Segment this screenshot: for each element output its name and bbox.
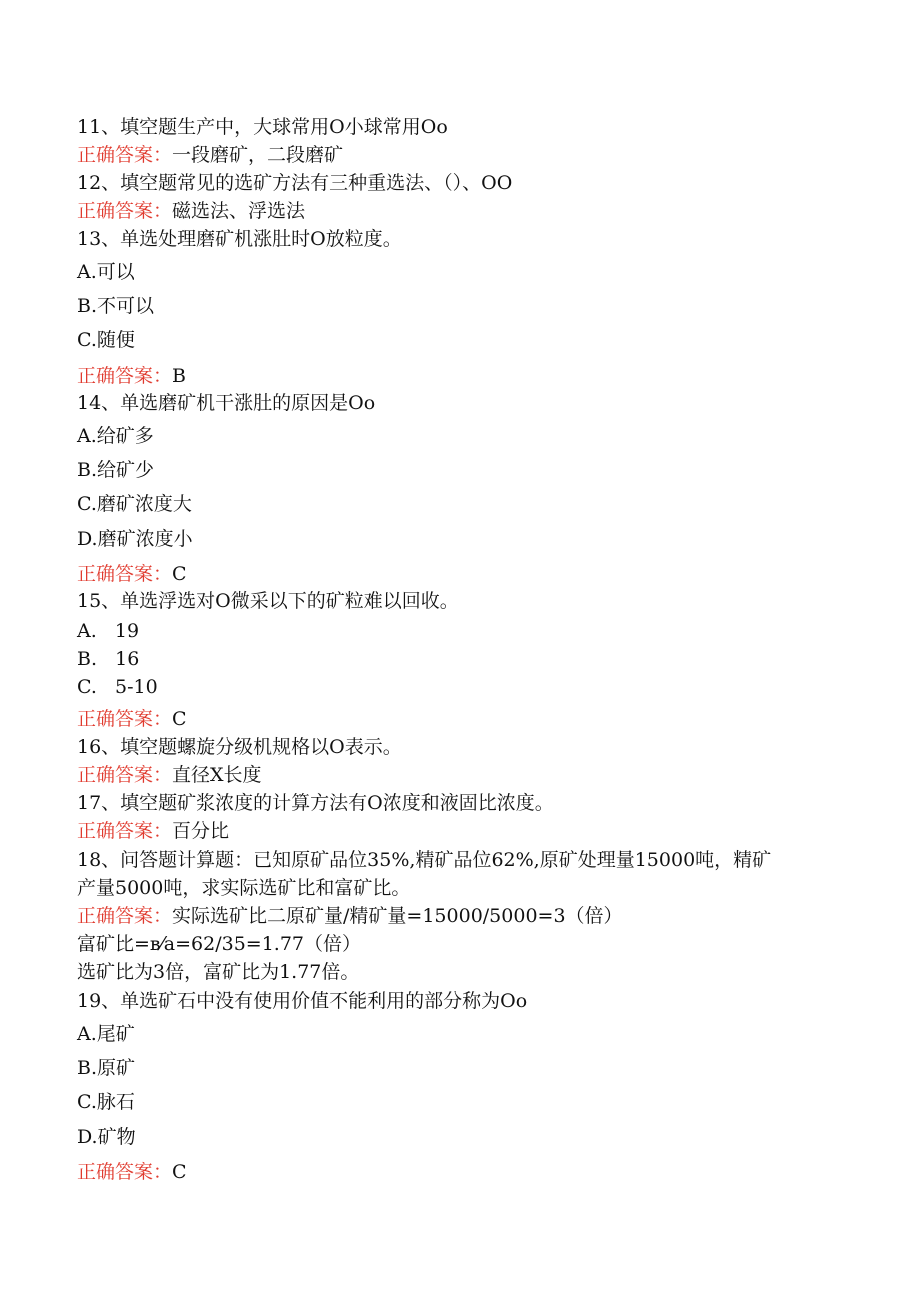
question-14-answer (77, 562, 187, 586)
question-14-option: C.磨矿浓度大 (77, 493, 192, 515)
answer-value: 一段磨矿，二段磨矿 (172, 144, 344, 166)
question-15-option: B. 16 (77, 648, 140, 670)
answer-label: 正确答案： (77, 365, 173, 387)
answer-label: 正确答案： (77, 1161, 173, 1183)
question-15-option: A. 19 (77, 620, 140, 642)
answer-value: C (172, 1161, 187, 1183)
answer-value: C (172, 708, 187, 730)
answer-value: 实际选矿比二原矿量/精矿量=15000/5000=3（倍） (172, 905, 623, 927)
question-19-answer (77, 1160, 187, 1184)
question-19-option: C.脉石 (77, 1091, 135, 1113)
question-14-stem: 14、单选磨矿机干涨肚的原因是Oo (77, 392, 376, 414)
answer-label: 正确答案： (77, 144, 173, 166)
question-11-stem: 11、填空题生产中，大球常用O小球常用Oo (77, 116, 448, 138)
question-15-stem: 15、单选浮选对O微采以下的矿粒难以回收。 (77, 590, 459, 612)
question-18-answer (77, 904, 623, 928)
question-11-answer (77, 143, 343, 167)
answer-label: 正确答案： (77, 708, 173, 730)
answer-value: 百分比 (172, 820, 230, 842)
answer-value: 直径X长度 (172, 764, 262, 786)
question-13-option: A.可以 (77, 261, 135, 283)
question-16-answer (77, 763, 262, 787)
question-13-option: C.随便 (77, 329, 135, 351)
question-19-stem: 19、单选矿石中没有使用价值不能利用的部分称为Oo (77, 990, 528, 1012)
question-16-stem: 16、填空题螺旋分级机规格以O表示。 (77, 736, 402, 758)
question-15-answer (77, 707, 187, 731)
question-14-option: D.磨矿浓度小 (77, 528, 193, 550)
question-18-answer-line: 富矿比=в⁄a=62/35=1.77（倍） (77, 933, 362, 955)
answer-value: C (172, 563, 187, 585)
question-18-stem-line: 产量5000吨，求实际选矿比和富矿比。 (77, 877, 411, 899)
answer-value: B (172, 365, 186, 387)
question-13-option: B.不可以 (77, 295, 155, 317)
answer-value: 磁选法、浮选法 (172, 200, 306, 222)
question-12-answer (77, 199, 305, 223)
answer-label: 正确答案： (77, 764, 173, 786)
question-18-stem-line: 18、问答题计算题：已知原矿品位35%,精矿品位62%,原矿处理量15000吨，精矿 (77, 849, 772, 871)
question-12-stem: 12、填空题常见的选矿方法有三种重选法、（）、OO (77, 172, 513, 194)
question-17-answer (77, 819, 229, 843)
answer-label: 正确答案： (77, 820, 173, 842)
question-13-answer (77, 364, 186, 388)
answer-label: 正确答案： (77, 563, 173, 585)
question-14-option: B.给矿少 (77, 459, 155, 481)
question-19-option: A.尾矿 (77, 1023, 135, 1045)
question-15-option: C. 5-10 (77, 676, 158, 698)
question-19-option: D.矿物 (77, 1126, 136, 1148)
question-17-stem: 17、填空题矿浆浓度的计算方法有O浓度和液固比浓度。 (77, 792, 554, 814)
answer-label: 正确答案： (77, 905, 173, 927)
question-19-option: B.原矿 (77, 1057, 136, 1079)
question-13-stem: 13、单选处理磨矿机涨肚时O放粒度。 (77, 228, 402, 250)
question-18-answer-line: 选矿比为3倍，富矿比为1.77倍。 (77, 961, 360, 983)
answer-label: 正确答案： (77, 200, 173, 222)
question-14-option: A.给矿多 (77, 425, 154, 447)
